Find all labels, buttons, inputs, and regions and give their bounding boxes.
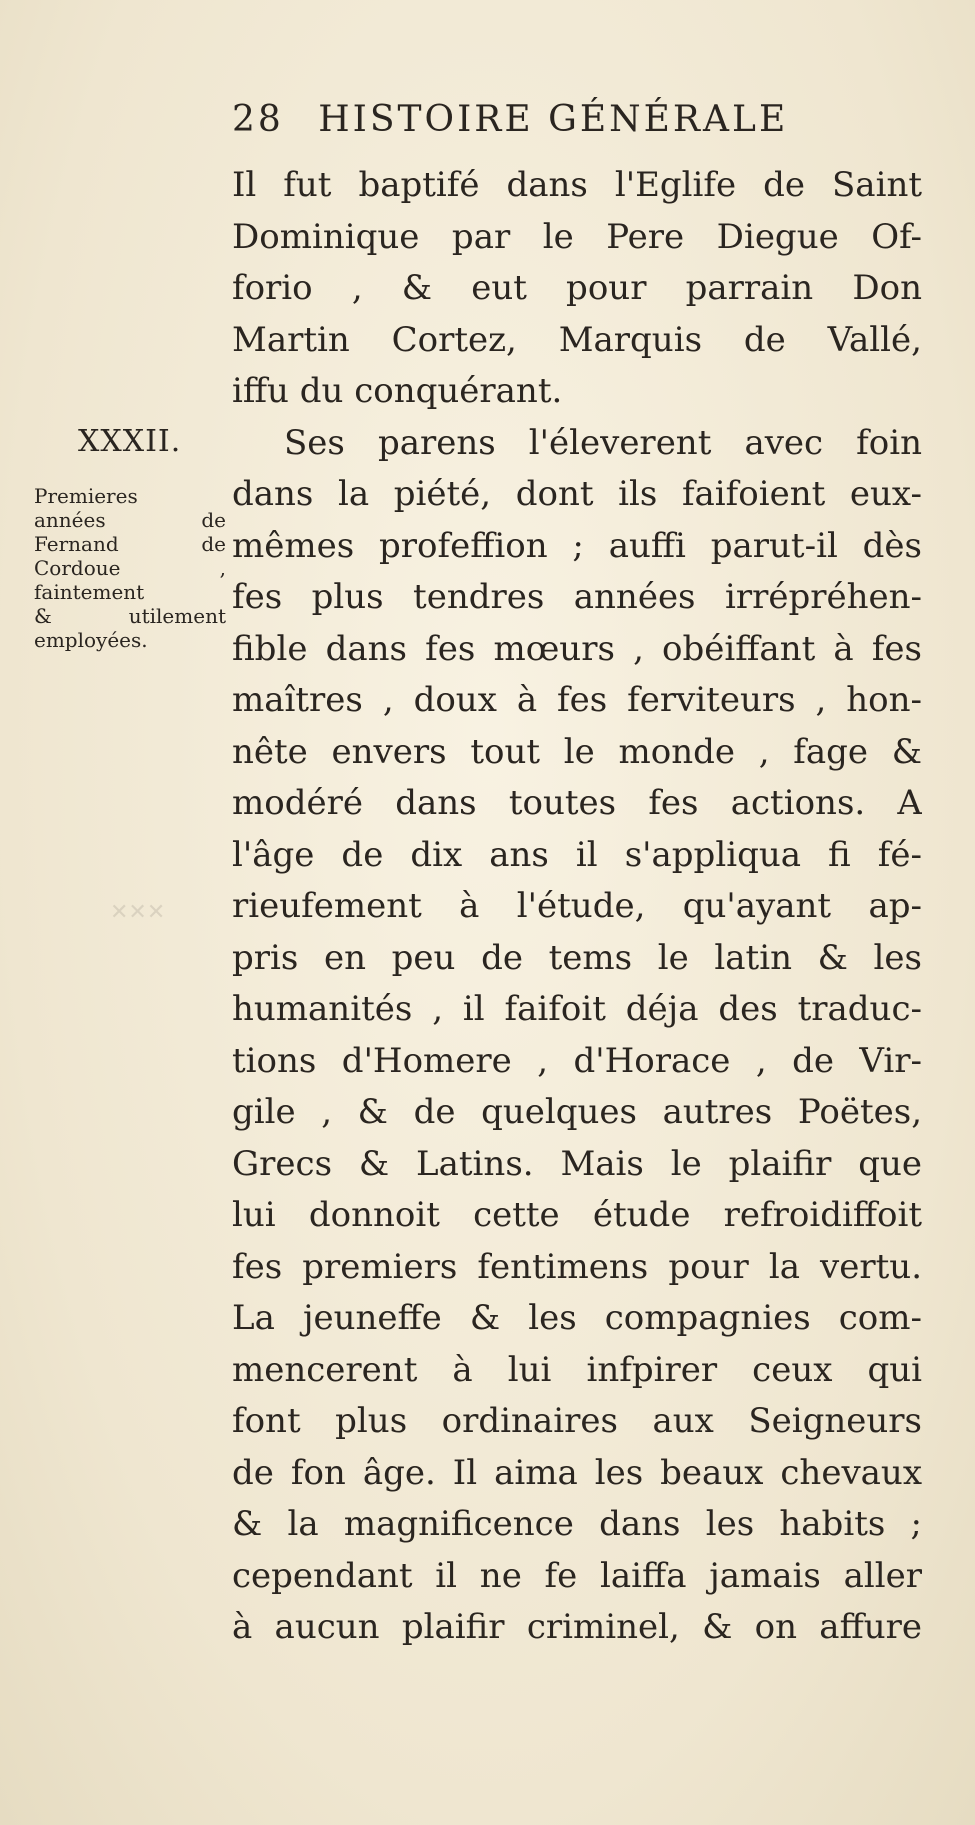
text-line: Il fut baptifé dans l'Eglife de Saint bbox=[232, 165, 922, 205]
text-line: Ses parens l'éleverent avec foin bbox=[284, 422, 922, 463]
page-number: 28 bbox=[232, 99, 284, 140]
page-title: HISTOIRE GÉNÉRALE bbox=[318, 99, 789, 140]
text-line: modéré dans toutes fes actions. A bbox=[232, 783, 922, 823]
text-line: gile , & de quelques autres Poëtes, bbox=[232, 1092, 922, 1132]
margin-note-line: faintement bbox=[34, 580, 145, 604]
text-line: forio , & eut pour parrain Don bbox=[232, 268, 922, 308]
text-line: nête envers tout le monde , fage & bbox=[232, 731, 922, 772]
text-line: rieufement à l'étude, qu'ayant ap- bbox=[232, 886, 922, 926]
text-line: La jeuneffe & les compagnies com- bbox=[232, 1298, 922, 1338]
running-head bbox=[232, 99, 789, 140]
text-line: Grecs & Latins. Mais le plaifir que bbox=[232, 1143, 922, 1184]
text-line: pris en peu de tems le latin & les bbox=[232, 937, 922, 978]
text-line: humanités , il faifoit déja des traduc- bbox=[232, 989, 922, 1029]
margin-note-line: Fernand de bbox=[34, 532, 226, 556]
text-line: fible dans fes mœurs , obéiffant à fes bbox=[232, 628, 922, 669]
margin-note-line: employées. bbox=[34, 628, 148, 652]
text-line: fes premiers fentimens pour la vertu. bbox=[232, 1246, 922, 1287]
text-line: fes plus tendres années irrépréhen- bbox=[232, 577, 922, 617]
section-number: XXXII. bbox=[78, 424, 182, 459]
text-line: à aucun plaifir criminel, & on affure bbox=[232, 1607, 922, 1647]
text-line: maîtres , doux à fes ferviteurs , hon- bbox=[232, 680, 922, 720]
text-line: mêmes profeffion ; auffi parut-il dès bbox=[232, 525, 922, 566]
text-line: & la magnificence dans les habits ; bbox=[232, 1504, 922, 1544]
text-line: iffu du conquérant. bbox=[232, 371, 563, 411]
bleed-through-mark: ✕✕✕ bbox=[110, 900, 166, 925]
margin-note bbox=[34, 484, 226, 652]
margin-note-line: & utilement bbox=[34, 604, 226, 628]
text-line: de fon âge. Il aima les beaux chevaux bbox=[232, 1452, 922, 1493]
text-line: cependant il ne fe laiffa jamais aller bbox=[232, 1555, 922, 1596]
margin-note-line: Premieres bbox=[34, 484, 138, 508]
text-line: lui donnoit cette étude refroidiffoit bbox=[232, 1195, 922, 1235]
margin-note-line: Cordoue , bbox=[34, 556, 226, 580]
text-line: l'âge de dix ans il s'appliqua fi fé- bbox=[232, 834, 922, 875]
text-line: Martin Cortez, Marquis de Vallé, bbox=[232, 319, 922, 360]
text-line: Dominique par le Pere Diegue Of- bbox=[232, 216, 922, 257]
text-line: dans la piété, dont ils faifoient eux- bbox=[232, 474, 922, 514]
text-line: font plus ordinaires aux Seigneurs bbox=[232, 1401, 922, 1441]
text-line: mencerent à lui infpirer ceux qui bbox=[232, 1349, 922, 1390]
text-line: tions d'Homere , d'Horace , de Vir- bbox=[232, 1040, 922, 1081]
body-text bbox=[232, 160, 922, 1654]
margin-note-line: années de bbox=[34, 508, 226, 532]
